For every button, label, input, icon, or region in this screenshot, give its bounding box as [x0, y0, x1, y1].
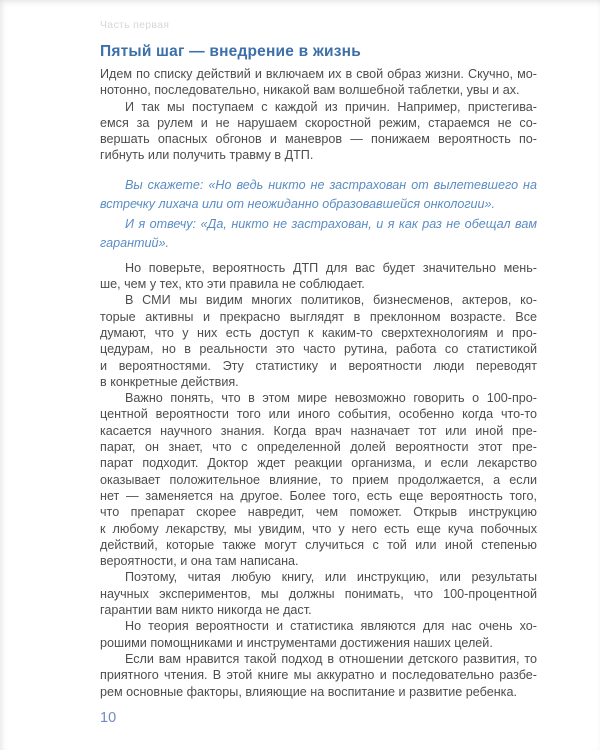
paragraph — [100, 66, 537, 99]
text-line: вершать опасных обгонов и маневров — понижаем вероятность по- — [100, 132, 537, 147]
text-line: Но поверьте, вероятность ДТП для вас будет значительно мень- — [125, 260, 537, 275]
text-line: Если вам нравится такой подход в отношении детского развития, то — [125, 651, 537, 666]
text-line: В СМИ мы видим многих политиков, бизнесменов, актеров, ко- — [125, 293, 537, 308]
paragraph — [100, 292, 537, 390]
text-line: ше, чем у тех, кто эти правила не соблюдает. — [100, 277, 365, 292]
text-line: нет — заменяется на другое. Более того, есть еще вероятность того, — [100, 488, 537, 503]
text-line: И так мы поступаем с каждой из причин. Например, пристегива- — [125, 99, 537, 114]
text-line: емся за рулем и не нарушаем скоростной режим, стараемся не со- — [100, 115, 537, 130]
text-line: научных экспериментов, мы должны понимать, что 100-процентной — [100, 586, 537, 601]
paragraph — [100, 569, 537, 618]
text-line: Но теория вероятности и статистика являются для нас очень хо- — [125, 619, 537, 634]
text-line: что препарат скорее навредит, чем поможет. Открыв инструкцию — [100, 505, 537, 520]
text-line: центной вероятности того или иного события, особенно когда что-то — [100, 407, 537, 422]
text-line: парат, он знает, что с определенной долей вероятности этот пре- — [100, 440, 537, 455]
text-line: Поэтому, читая любую книгу, или инструкцию, или результаты — [125, 570, 537, 585]
text-line: встречку лихача или от неожиданно образовавшейся онкологии». — [100, 197, 496, 212]
text-line: Важно понять, что в этом мире невозможно говорить о 100-про- — [125, 391, 537, 406]
paragraph — [100, 260, 537, 293]
text-line: Идем по списку действий и включаем их в свой образ жизни. Скучно, мо- — [100, 67, 537, 81]
text-line: и вероятностями. Эту статистику и вероятности люди переводят — [100, 358, 537, 373]
text-line: касается научного знания. Когда врач назначает тот или иной пре- — [100, 423, 537, 438]
text-line: приятного чтения. В этой книге мы аккуратно и последовательно разбе- — [100, 668, 537, 683]
page-number: 10 — [100, 709, 117, 726]
text-line: парат подходит. Доктор ждет реакции организма, и если лекарство — [100, 456, 537, 471]
quote-paragraph — [100, 176, 537, 215]
text-line: к любому лекарству, мы увидим, что у него есть еще куча побочных — [100, 521, 537, 536]
section-heading: Пятый шаг — внедрение в жизнь — [100, 43, 361, 60]
text-line: рошими помощниками и инструментами достижения наших целей. — [100, 635, 493, 650]
text-line: нотонно, последовательно, никакой вам волшебной таблетки, увы и ах. — [100, 83, 520, 98]
text-line: в конкретные действия. — [100, 374, 239, 389]
running-header: Часть первая — [100, 19, 170, 31]
text-line: вероятности, и она там написана. — [100, 554, 299, 569]
text-line: думают, что у них есть доступ к каким-то сверхтехнологиям и про- — [100, 325, 537, 340]
quote-paragraph — [100, 215, 537, 254]
text-line: гарантии вам никто никогда не даст. — [100, 603, 312, 618]
text-line: Вы скажете: «Но ведь никто не застрахован от вылетевшего на — [125, 177, 537, 192]
text-line: оказывает положительное влияние, то прием продолжается, а если — [100, 472, 537, 487]
paragraph — [100, 99, 537, 164]
text-line: действий, которые также могут случиться с той или иной степенью — [100, 537, 537, 552]
body-text — [100, 66, 537, 700]
text-line: гарантий». — [100, 236, 170, 251]
text-line: торые активны и прекрасно выглядят в преклонном возрасте. Все — [100, 309, 537, 324]
text-line: рем основные факторы, влияющие на воспитание и развитие ребенка. — [100, 684, 517, 699]
paragraph — [100, 618, 537, 651]
text-line: цедурам, но в реальности это часто рутина, работа со статистикой — [100, 342, 537, 357]
text-line: И я отвечу: «Да, никто не застрахован, и я как раз не обещал вам — [125, 216, 537, 231]
paragraph — [100, 651, 537, 700]
text-line: гибнуть или получить травму в ДТП. — [100, 148, 314, 163]
paragraph — [100, 390, 537, 569]
